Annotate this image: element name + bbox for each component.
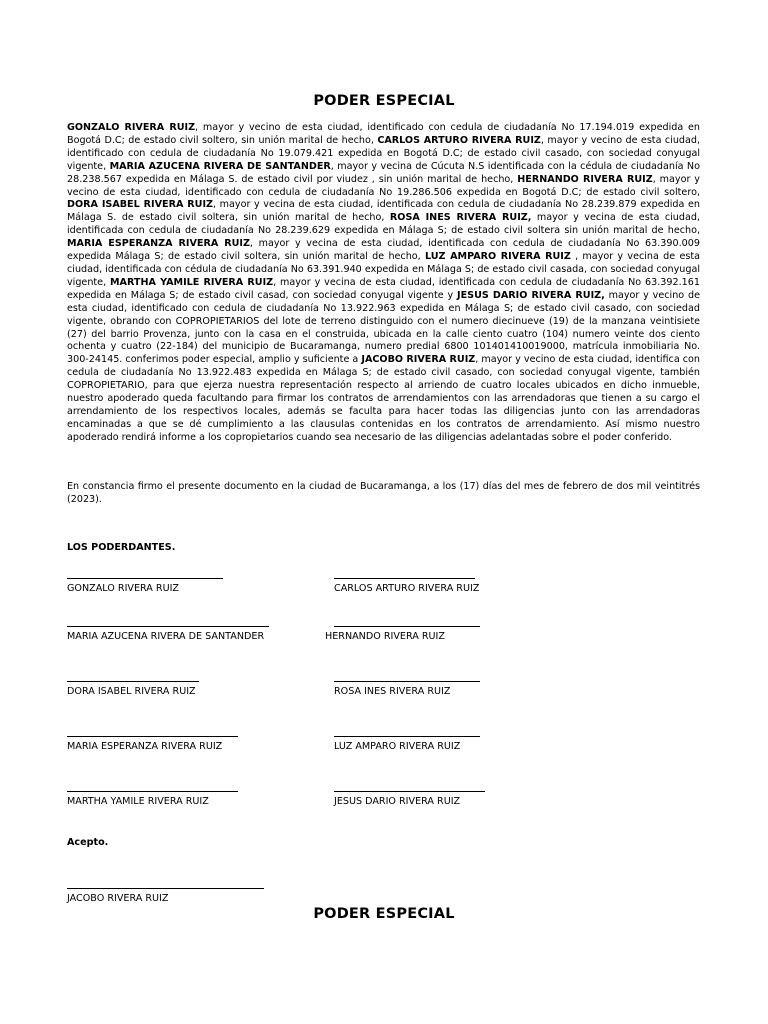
party-name: LUZ AMPARO RIVERA RUIZ — [425, 251, 571, 263]
body-text-segment: , mayor y vecina de esta ciudad, identificada con cedula de ciudadanía No 28.239.879 expedida en Málaga S. de estado civil soltera, sin unión marital de hecho, — [67, 199, 700, 224]
signatory-name: CARLOS ARTURO RIVERA RUIZ — [334, 583, 480, 594]
body-text-segment: , mayor y vecino de esta ciudad, identificado con cedula de ciudadanía No 19.286.506 expedida en Bogotá D.C; de estado civil soltero, — [67, 173, 700, 198]
signatory-name: MARIA AZUCENA RIVERA DE SANTANDER — [67, 631, 265, 642]
signature-line — [334, 681, 480, 682]
signature-line — [67, 736, 238, 737]
document-title: PODER ESPECIAL — [313, 93, 455, 109]
signatory-name: MARIA ESPERANZA RIVERA RUIZ — [67, 741, 223, 752]
party-name: CARLOS ARTURO RIVERA RUIZ — [377, 134, 541, 146]
signatory-name: DORA ISABEL RIVERA RUIZ — [67, 686, 196, 697]
body-text-segment: , mayor y vecina de Cúcuta N.S identificada con la cédula de ciudadanía No 28.238.567 expedida en Málaga S. de estado civil por viudez , sin unión marital de hecho, — [67, 160, 700, 185]
body-text-segment: mayor y vecina de esta ciudad, identificada con cedula de ciudadanía No 28.239.629 expedida en Málaga S; de estado civil soltera sin unión marital de hecho, — [67, 212, 700, 237]
signature-line — [67, 626, 269, 627]
body-text-segment: , mayor y vecino de esta ciudad, identifica con cedula de ciudadanía No 13.922.483 expedida en Málaga S; de estado civil casado, con sociedad conyugal vigente, también COPROPIETARIO, para que ejerza nuestra representación respecto al arriendo de cuatro locales ubicados en dicho inmueble, nuestro apoderado queda facultando para firmar los contratos de arrendamientos con las arrendadoras que tienen a su cargo el arrendamiento de los respectivos locales, además se faculta para hacer todas las diligencias junto con las arrendadoras encaminadas a que se dé cumplimiento a las clausulas contenidas en los contratos de arrendamiento. Así mismo nuestro apoderado rendirá informe a los copropietarios cuando sea necesario de las diligencias adelantadas sobre el poder conferido. — [67, 354, 701, 443]
body-text-segment: , mayor y vecina de esta ciudad, identificada con cedula de ciudadanía No 63.392.161 expedida en Málaga S; de estado civil casad, con sociedad conyugal vigente y — [67, 276, 700, 301]
party-name: ROSA INES RIVERA RUIZ, — [389, 212, 532, 224]
party-name: MARIA ESPERANZA RIVERA RUIZ — [67, 238, 250, 250]
party-name: GONZALO RIVERA RUIZ — [67, 122, 196, 133]
signatory-name: ROSA INES RIVERA RUIZ — [334, 686, 451, 697]
apoderado-name: JACOBO RIVERA RUIZ — [67, 893, 169, 904]
signatory-name: HERNANDO RIVERA RUIZ — [325, 631, 445, 642]
body-text-segment: , mayor y vecina de esta ciudad, identificada con cédula de ciudadanía No 63.391.940 expedida en Málaga S; de estado civil casada, con sociedad conyugal vigente, — [67, 251, 700, 288]
party-name: JESUS DARIO RIVERA RUIZ, — [457, 289, 605, 301]
constancia-paragraph: En constancia firmo el presente documento en la ciudad de Bucaramanga, a los (17) días del mes de febrero de dos mil veintitrés (2023). — [67, 481, 700, 505]
signature-line — [67, 791, 238, 792]
signatory-name: LUZ AMPARO RIVERA RUIZ — [334, 741, 461, 752]
signature-line — [334, 578, 475, 579]
body-text-segment: , mayor y vecina de esta ciudad, identificada con cedula de ciudadanía No 63.390.009 expedida Málaga S; de estado civil soltera, sin unión marital de hecho, — [67, 238, 700, 263]
body-text-segment: , mayor y vecino de esta ciudad, identificado con cedula de ciudadanía No 19.079.421 expedida en Bogotá D.C; de estado civil casado, con sociedad conyugal vigente, — [67, 134, 701, 172]
party-name: MARTHA YAMILE RIVERA RUIZ — [110, 276, 274, 288]
signature-line — [67, 888, 264, 889]
signature-line — [67, 681, 199, 682]
body-paragraph — [67, 122, 700, 445]
signature-line — [334, 791, 485, 792]
signature-line — [334, 626, 480, 627]
party-name: HERNANDO RIVERA RUIZ — [517, 173, 653, 185]
signatory-name: JESUS DARIO RIVERA RUIZ — [334, 796, 461, 807]
body-text-segment: mayor y vecino de esta ciudad, identificado con cedula de ciudadanía No 13.922.963 expedida en Málaga S; de estado civil casado, con sociedad vigente, obrando con COPROPIETARIOS del lote de terreno distinguido con el numero diecinueve (19) de la manzana veintisiete (27) del barrio Provenza, junto con la casa en el construida, ubicada en la calle ciento cuatro (104) numero veinte dos ciento ochenta y cuatro (22-184) del municipio de Bucaramanga, numero predial 6800 101401410019000, matrícula inmobiliaria No. 300-24145. conferimos poder especial, amplio y suficiente a — [67, 289, 700, 366]
acepto-heading: Acepto. — [67, 837, 109, 848]
next-page-title: PODER ESPECIAL — [313, 906, 455, 922]
signatory-name: GONZALO RIVERA RUIZ — [67, 583, 179, 594]
party-name: MARIA AZUCENA RIVERA DE SANTANDER — [109, 160, 331, 172]
party-name: JACOBO RIVERA RUIZ — [361, 354, 476, 366]
body-text-segment: , mayor y vecino de esta ciudad, identificado con cedula de ciudadanía No 17.194.019 expedida en Bogotá D.C; de estado civil soltero, sin unión marital de hecho, — [67, 122, 701, 146]
poderdantes-heading: LOS PODERDANTES. — [67, 542, 176, 553]
signature-line — [67, 578, 223, 579]
signature-line — [334, 736, 480, 737]
party-name: DORA ISABEL RIVERA RUIZ — [67, 199, 213, 211]
signatory-name: MARTHA YAMILE RIVERA RUIZ — [67, 796, 209, 807]
